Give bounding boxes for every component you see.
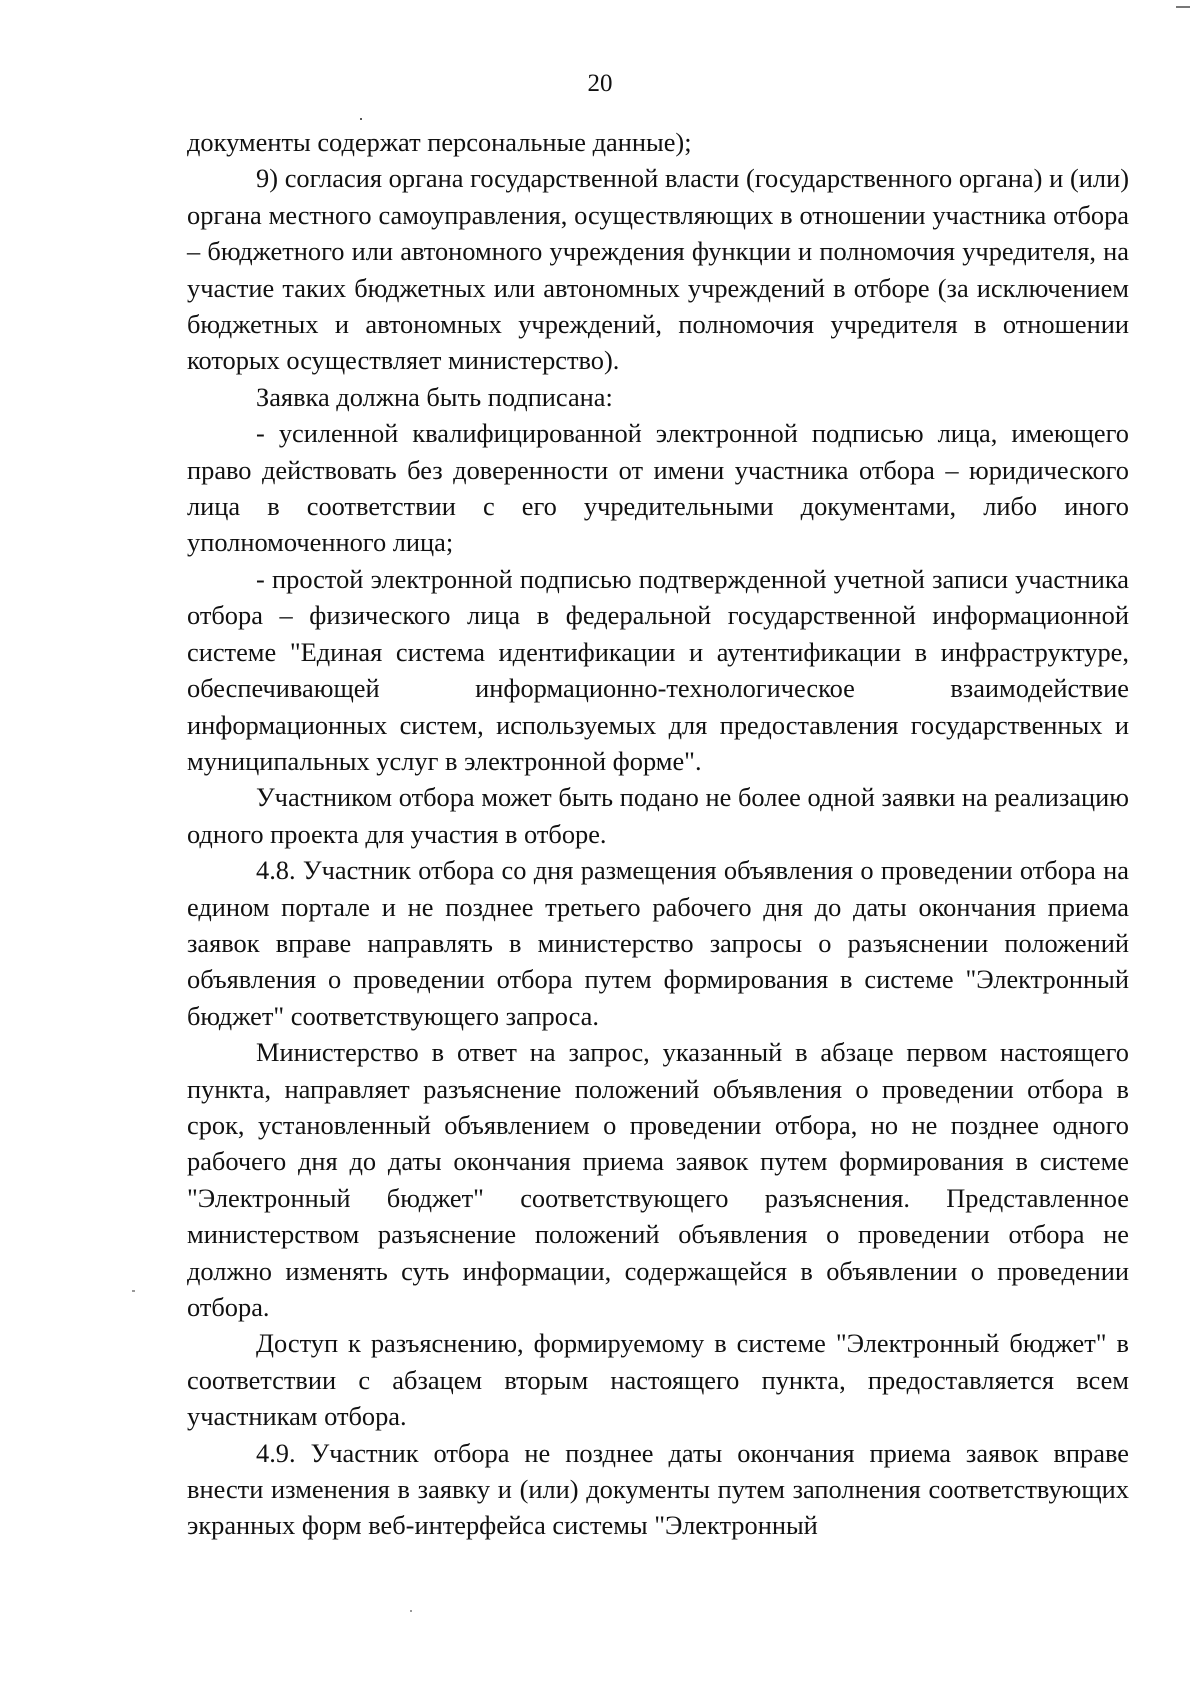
scan-artifact-dot <box>132 1290 135 1292</box>
paragraph: документы содержат персональные данные); <box>187 127 692 157</box>
paragraph: 4.8. Участник отбора со дня размещения объявления о проведении отбора на едином портале и не позднее третьего рабочего дня до даты окончания приема заявок вправе направлять в министерство запросы о разъяснении положений объявления о проведении отбора путем формирования в системе "Электронный бюджет" соответствующего запроса. <box>187 855 1129 1031</box>
paragraph: Министерство в ответ на запрос, указанный в абзаце первом настоящего пункта, направляет разъяснение положений объявления о проведении отбора в срок, установленный объявлением о проведении отбора, но не позднее одного рабочего дня до даты окончания приема заявок путем формирования в системе "Электронный бюджет" соответствующего разъяснения. Представленное министерством разъяснение положений объявления о проведении отбора не должно изменять суть информации, содержащейся в объявлении о проведении отбора. <box>187 1037 1129 1322</box>
scan-artifact-dot <box>360 118 362 120</box>
paragraph: - усиленной квалифицированной электронной подписью лица, имеющего право действовать без доверенности от имени участника отбора – юридического лица в соответствии с его учредительными документами, либо иного уполномоченного лица; <box>187 418 1129 558</box>
document-body <box>187 124 1129 1544</box>
scan-artifact-dot <box>410 1610 412 1612</box>
paragraph: Доступ к разъяснению, формируемому в системе "Электронный бюджет" в соответствии с абзацем вторым настоящего пункта, предоставляется всем участникам отбора. <box>187 1328 1129 1432</box>
paragraph: Участником отбора может быть подано не более одной заявки на реализацию одного проекта для участия в отборе. <box>187 782 1129 849</box>
page-number: 20 <box>587 70 613 97</box>
scan-artifact-mark <box>1176 6 1190 8</box>
paragraph: 4.9. Участник отбора не позднее даты окончания приема заявок вправе внести изменения в заявку и (или) документы путем заполнения соответствующих экранных форм веб-интерфейса системы "Электронный <box>187 1437 1129 1541</box>
paragraph: 9) согласия органа государственной власти (государственного органа) и (или) органа местного самоуправления, осуществляющих в отношении участника отбора – бюджетного или автономного учреждения функции и полномочия учредителя, на участие таких бюджетных или автономных учреждений в отборе (за исключением бюджетных и автономных учреждений, полномочия учредителя в отношении которых осуществляет министерство). <box>187 163 1129 376</box>
paragraph: - простой электронной подписью подтвержденной учетной записи участника отбора – физического лица в федеральной государственной информационной системе "Единая система идентификации и аутентификации в инфраструктуре, обеспечивающей информационно-технологическое взаимодействие информационных систем, используемых для предоставления государственных и муниципальных услуг в электронной форме". <box>187 563 1129 776</box>
paragraph: Заявка должна быть подписана: <box>256 381 613 412</box>
